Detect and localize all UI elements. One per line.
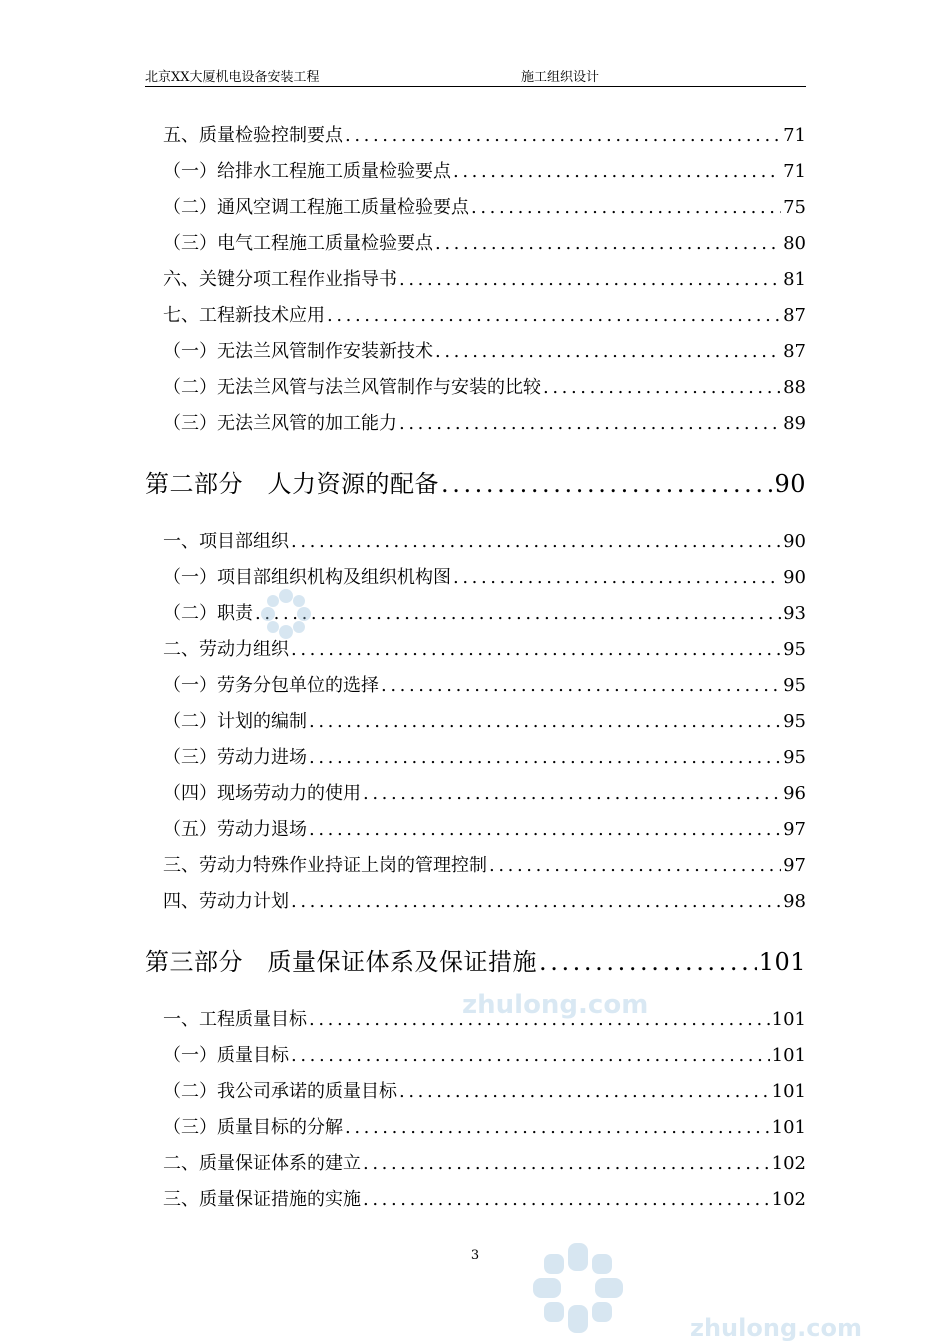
toc-entry[interactable] — [163, 854, 806, 878]
toc-dot-leader — [345, 1116, 770, 1140]
toc-entry[interactable] — [163, 782, 806, 806]
toc-dot-leader — [489, 854, 781, 878]
toc-entry-title: 第三部分 质量保证体系及保证措施 — [145, 948, 537, 976]
page-number: 3 — [470, 1248, 480, 1263]
toc-entry-title: （四）现场劳动力的使用 — [163, 783, 361, 804]
watermark-logo-icon — [258, 586, 314, 642]
toc-entry-title: （三）无法兰风管的加工能力 — [163, 413, 397, 434]
toc-page-number: 95 — [783, 747, 806, 768]
toc-entry[interactable] — [163, 890, 806, 914]
toc-dot-leader — [309, 710, 781, 734]
toc-entry[interactable] — [163, 530, 806, 554]
toc-entry-title: （一）质量目标 — [163, 1045, 289, 1066]
toc-dot-leader — [435, 232, 781, 256]
toc-dot-leader — [399, 268, 781, 292]
toc-entry[interactable] — [163, 340, 806, 364]
toc-dot-leader — [309, 746, 781, 770]
toc-entry-title: （三）劳动力进场 — [163, 747, 307, 768]
toc-page-number: 90 — [783, 567, 806, 588]
toc-entry-title: （一）项目部组织机构及组织机构图 — [163, 567, 451, 588]
header-document-title: 北京XX大厦机电设备安装工程 — [145, 70, 320, 85]
toc-page-number: 90 — [774, 470, 806, 498]
toc-page-number: 75 — [783, 197, 806, 218]
toc-page-number: 101 — [771, 1045, 806, 1066]
toc-entry-title: 五、质量检验控制要点 — [163, 125, 343, 146]
toc-entry-title: （三）质量目标的分解 — [163, 1117, 343, 1138]
toc-page-number: 95 — [783, 639, 806, 660]
toc-entry-title: （二）通风空调工程施工质量检验要点 — [163, 197, 469, 218]
toc-entry[interactable] — [163, 232, 806, 256]
toc-page-number: 96 — [783, 783, 806, 804]
toc-page-number: 101 — [771, 1009, 806, 1030]
toc-page-number: 95 — [783, 711, 806, 732]
toc-entry[interactable] — [163, 1080, 806, 1104]
toc-entry[interactable] — [163, 674, 806, 698]
toc-dot-leader — [291, 530, 781, 554]
toc-page-number: 95 — [783, 675, 806, 696]
toc-dot-leader — [327, 304, 781, 328]
toc-dot-leader — [255, 602, 781, 626]
toc-dot-leader — [363, 1188, 770, 1212]
toc-part-heading[interactable] — [145, 946, 806, 978]
toc-page-number: 89 — [783, 413, 806, 434]
toc-page-number: 81 — [783, 269, 806, 290]
toc-entry-title: （一）无法兰风管制作安装新技术 — [163, 341, 433, 362]
toc-page-number: 71 — [783, 161, 806, 182]
toc-entry-title: 六、关键分项工程作业指导书 — [163, 269, 397, 290]
watermark-center-text: zhulong.com — [462, 990, 649, 1020]
toc-page-number: 80 — [783, 233, 806, 254]
toc-dot-leader — [441, 468, 772, 500]
toc-page-number: 93 — [783, 603, 806, 624]
toc-dot-leader — [471, 196, 781, 220]
toc-page-number: 101 — [771, 1117, 806, 1138]
toc-entry-title: 三、质量保证措施的实施 — [163, 1189, 361, 1210]
toc-entry[interactable] — [163, 1116, 806, 1140]
toc-entry-title: 第二部分 人力资源的配备 — [145, 470, 439, 498]
toc-entry-title: （二）职责 — [163, 603, 253, 624]
toc-entry-title: 一、工程质量目标 — [163, 1009, 307, 1030]
toc-dot-leader — [291, 1044, 770, 1068]
toc-entry[interactable] — [163, 196, 806, 220]
toc-page-number: 98 — [783, 891, 806, 912]
toc-entry-title: 三、劳动力特殊作业持证上岗的管理控制 — [163, 855, 487, 876]
toc-entry-title: （二）计划的编制 — [163, 711, 307, 732]
toc-entry[interactable] — [163, 304, 806, 328]
toc-page-number: 102 — [771, 1189, 806, 1210]
toc-entry-title: 七、工程新技术应用 — [163, 305, 325, 326]
toc-dot-leader — [345, 124, 781, 148]
toc-entry[interactable] — [163, 1188, 806, 1212]
toc-part-heading[interactable] — [145, 468, 806, 500]
toc-entry[interactable] — [163, 412, 806, 436]
toc-entry[interactable] — [163, 160, 806, 184]
toc-page-number: 90 — [783, 531, 806, 552]
toc-entry-title: 二、劳动力组织 — [163, 639, 289, 660]
toc-dot-leader — [363, 782, 781, 806]
toc-page-number: 97 — [783, 855, 806, 876]
toc-dot-leader — [453, 160, 781, 184]
toc-entry[interactable] — [163, 746, 806, 770]
toc-entry-title: （三）电气工程施工质量检验要点 — [163, 233, 433, 254]
toc-entry-title: 二、质量保证体系的建立 — [163, 1153, 361, 1174]
watermark-bottom-text: zhulong.com — [690, 1314, 862, 1342]
toc-entry[interactable] — [163, 1044, 806, 1068]
toc-page-number: 102 — [771, 1153, 806, 1174]
toc-dot-leader — [399, 412, 781, 436]
toc-entry[interactable] — [163, 710, 806, 734]
header-section-title: 施工组织设计 — [521, 70, 600, 85]
toc-dot-leader — [435, 340, 781, 364]
toc-entry[interactable] — [163, 1152, 806, 1176]
toc-dot-leader — [543, 376, 781, 400]
toc-page-number: 87 — [783, 341, 806, 362]
toc-dot-leader — [309, 818, 781, 842]
toc-entry-title: （二）无法兰风管与法兰风管制作与安装的比较 — [163, 377, 541, 398]
toc-entry-title: （一）给排水工程施工质量检验要点 — [163, 161, 451, 182]
toc-dot-leader — [539, 946, 757, 978]
toc-page-number: 88 — [783, 377, 806, 398]
watermark-logo-bottom-icon — [528, 1238, 628, 1338]
toc-entry-title: （五）劳动力退场 — [163, 819, 307, 840]
toc-entry-title: 一、项目部组织 — [163, 531, 289, 552]
toc-page-number: 101 — [771, 1081, 806, 1102]
toc-dot-leader — [363, 1152, 770, 1176]
toc-dot-leader — [291, 890, 781, 914]
toc-dot-leader — [381, 674, 781, 698]
toc-dot-leader — [453, 566, 781, 590]
toc-entry-title: （二）我公司承诺的质量目标 — [163, 1081, 397, 1102]
toc-dot-leader — [291, 638, 781, 662]
toc-page-number: 101 — [758, 948, 806, 976]
toc-entry[interactable] — [163, 268, 806, 292]
toc-entry[interactable] — [163, 376, 806, 400]
toc-entry[interactable] — [163, 124, 806, 148]
toc-entry-title: 四、劳动力计划 — [163, 891, 289, 912]
toc-dot-leader — [399, 1080, 770, 1104]
toc-page-number: 71 — [783, 125, 806, 146]
toc-entry-title: （一）劳务分包单位的选择 — [163, 675, 379, 696]
toc-page-number: 87 — [783, 305, 806, 326]
toc-page-number: 97 — [783, 819, 806, 840]
toc-entry[interactable] — [163, 818, 806, 842]
